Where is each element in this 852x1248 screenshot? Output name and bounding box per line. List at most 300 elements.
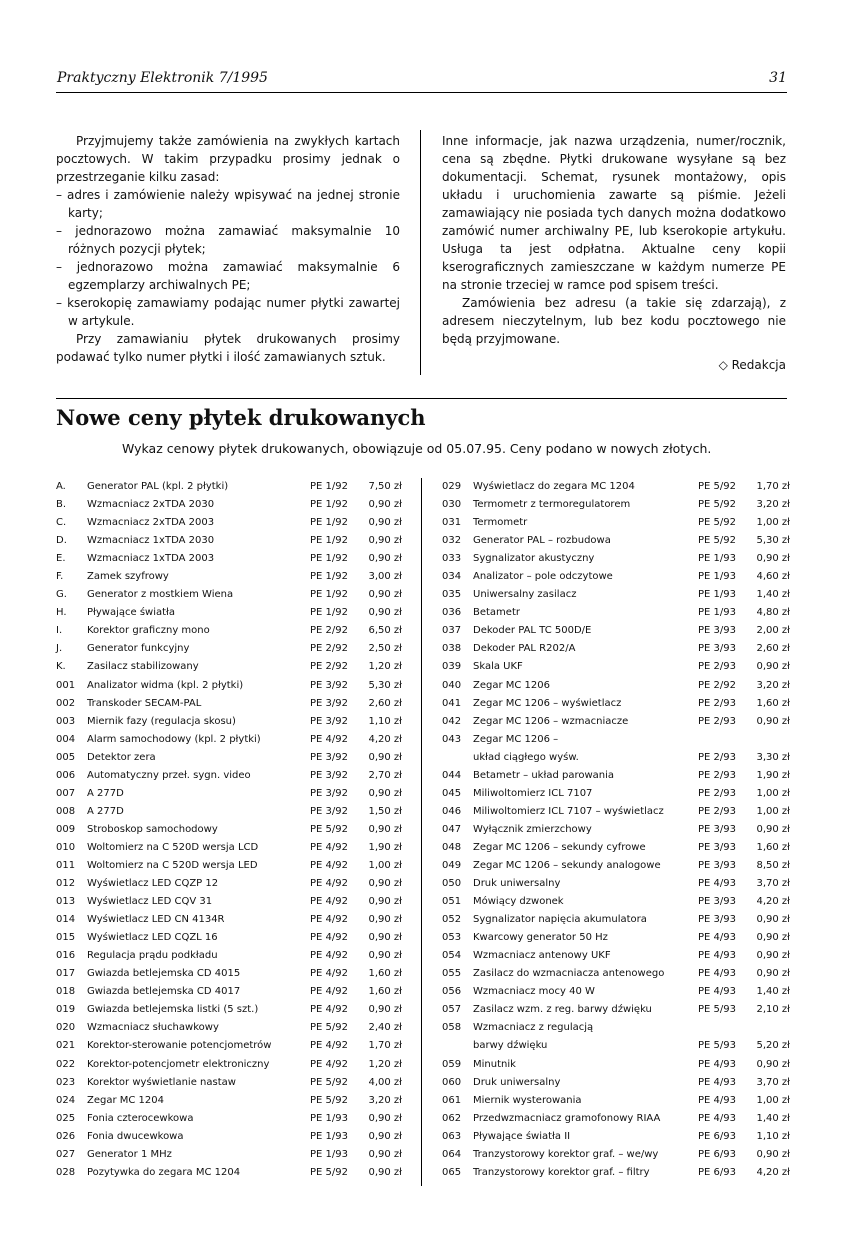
cell-code: 058 [442, 1022, 462, 1034]
cell-name: Kwarcowy generator 50 Hz [473, 932, 608, 944]
cell-name: Gwiazda betlejemska listki (5 szt.) [87, 1004, 259, 1016]
cell-price: 4,20 zł [368, 733, 402, 745]
cell-issue: PE 5/92 [310, 1022, 348, 1034]
cell-price: 1,40 zł [756, 1112, 790, 1124]
section-rule [56, 398, 787, 399]
cell-price: 4,60 zł [756, 571, 790, 583]
cell-issue: PE 4/92 [310, 1004, 348, 1016]
table-row [442, 640, 790, 658]
cell-name: Korektor graficzny mono [87, 625, 210, 637]
cell-name: Skala UKF [473, 661, 523, 673]
cell-code: 037 [442, 625, 462, 637]
table-row [56, 1110, 402, 1128]
cell-issue: PE 5/92 [310, 1166, 348, 1178]
cell-name: Analizator – pole odczytowe [473, 571, 613, 583]
cell-issue: PE 2/93 [698, 697, 736, 709]
cell-code: 031 [442, 517, 462, 529]
cell-code: 025 [56, 1112, 76, 1124]
cell-price: 0,90 zł [368, 589, 402, 601]
cell-price: 0,90 zł [368, 932, 402, 944]
cell-code: 049 [442, 860, 462, 871]
cell-code [442, 749, 473, 767]
cell-code: 005 [56, 751, 76, 763]
cell-name: Wzmacniacz z regulacją [473, 1022, 594, 1034]
cell-price: 3,30 zł [756, 751, 790, 763]
table-row [56, 532, 402, 550]
cell-name: Pływające światła [87, 607, 176, 619]
cell-name: Korektor wyświetlanie nastaw [87, 1076, 236, 1088]
table-row [56, 677, 402, 695]
cell-code: 048 [442, 841, 462, 853]
cell-code: 028 [56, 1166, 76, 1178]
cell-price: 0,90 zł [756, 968, 790, 980]
cell-name: Gwiazda betlejemska CD 4015 [87, 968, 241, 980]
table-row [56, 695, 402, 713]
cell-name: Zasilacz do wzmacniacza antenowego [473, 968, 665, 980]
table-row [56, 604, 402, 622]
table-row [56, 1146, 402, 1164]
cell-code: 014 [56, 914, 76, 926]
cell-price: 2,10 zł [756, 1004, 790, 1016]
table-row [56, 622, 402, 640]
table-row [442, 1146, 790, 1164]
cell-name: Wyświetlacz LED CQZP 12 [87, 878, 219, 890]
cell-issue: PE 5/92 [698, 481, 736, 493]
section-title: Nowe ceny płytek drukowanych [56, 405, 426, 430]
cell-issue: PE 3/92 [310, 697, 348, 709]
cell-issue: PE 1/92 [310, 589, 348, 601]
cell-price: 0,90 zł [368, 499, 402, 511]
cell-price: 1,40 zł [756, 986, 790, 998]
cell-issue: PE 1/93 [698, 589, 736, 601]
paragraph: Przy zamawianiu płytek drukowanych prosimy podawać tylko numer płytki i ilość zamawianych sztuk. [56, 332, 400, 364]
cell-price: 0,90 zł [368, 1004, 402, 1016]
cell-code: 053 [442, 932, 462, 944]
cell-name: Automatyczny przeł. sygn. video [87, 769, 251, 781]
cell-price: 3,00 zł [368, 571, 402, 583]
cell-name: Zegar MC 1204 [87, 1094, 165, 1106]
cell-name: Zegar MC 1206 [473, 679, 551, 691]
cell-price: 1,60 zł [368, 968, 402, 980]
paragraph: Inne informacje, jak nazwa urządzenia, numer/rocznik, cena są zbędne. Płytki drukowane wysyłane są bez dokumentacji. Schemat, rysunek montażowy, opis układu i uruchomienia zawarte są piśmie. Jeżeli zamawiający nie posiada tych danych można dodatkowo zamówić numer archiwalny PE, lub kserokopie artykułu. Usługa ta jest odpłatna. Aktualne ceny kopii kserograficznych zamieszczane w każdym numerze PE na stronie trzeciej w ramce pod spisem treści. [442, 134, 786, 292]
table-row [442, 857, 790, 875]
cell-name: Generator funkcyjny [87, 643, 190, 655]
cell-price: 6,50 zł [368, 625, 402, 637]
cell-name: Tranzystorowy korektor graf. – we/wy [473, 1148, 659, 1160]
header-rule [56, 92, 787, 93]
table-row [56, 1128, 402, 1146]
paragraph: Przyjmujemy także zamówienia na zwykłych kartach pocztowych. W takim przypadku prosimy jednak o przestrzeganie kilku zasad: [56, 134, 400, 184]
cell-issue: PE 3/93 [698, 896, 736, 908]
cell-issue: PE 3/93 [698, 643, 736, 655]
cell-code: 042 [442, 715, 462, 727]
cell-code: 011 [56, 860, 76, 871]
cell-name: Minutnik [473, 1058, 516, 1070]
journal-header: Praktyczny Elektronik 7/1995 [57, 70, 268, 86]
cell-issue: PE 1/92 [310, 553, 348, 565]
cell-code: 034 [442, 571, 462, 583]
cell-issue: PE 3/93 [698, 914, 736, 926]
cell-code: 033 [442, 553, 462, 565]
cell-name: Alarm samochodowy (kpl. 2 płytki) [87, 733, 261, 745]
cell-code: 065 [442, 1166, 462, 1178]
cell-price: 1,60 zł [368, 986, 402, 998]
table-row [442, 550, 790, 568]
cell-price: 0,90 zł [756, 914, 790, 926]
cell-name: barwy dźwięku [473, 1040, 548, 1052]
cell-name: Uniwersalny zasilacz [473, 589, 577, 601]
cell-name: Wyłącznik zmierzchowy [473, 823, 592, 835]
table-row [442, 1019, 790, 1037]
cell-price: 2,40 zł [368, 1022, 402, 1034]
cell-issue: PE 5/92 [310, 1094, 348, 1106]
table-row [56, 983, 402, 1001]
cell-price: 2,60 zł [756, 643, 790, 655]
cell-issue: PE 2/93 [698, 751, 736, 763]
cell-name: Druk uniwersalny [473, 878, 561, 890]
cell-code: F. [56, 571, 64, 583]
cell-price: 0,90 zł [368, 787, 402, 799]
cell-issue: PE 3/92 [310, 751, 348, 763]
cell-issue: PE 4/93 [698, 1094, 736, 1106]
cell-code: 003 [56, 715, 76, 727]
cell-code: 044 [442, 769, 462, 781]
cell-issue: PE 4/92 [310, 841, 348, 853]
cell-price: 0,90 zł [756, 823, 790, 835]
cell-issue: PE 5/92 [698, 535, 736, 547]
cell-price: 0,90 zł [368, 896, 402, 908]
cell-issue: PE 1/93 [698, 571, 736, 583]
rule-item: – kserokopię zamawiamy podając numer płytki zawartej w artykule. [56, 296, 400, 328]
cell-code: 002 [56, 697, 76, 709]
cell-price: 0,90 zł [368, 535, 402, 547]
cell-name: Sygnalizator napięcia akumulatora [473, 914, 647, 926]
cell-price: 5,20 zł [756, 1040, 790, 1052]
table-row [56, 893, 402, 911]
cell-issue: PE 2/93 [698, 661, 736, 673]
cell-price: 4,20 zł [756, 896, 790, 908]
cell-code: 010 [56, 841, 76, 853]
cell-name: Generator PAL (kpl. 2 płytki) [87, 481, 229, 493]
cell-price: 0,90 zł [756, 661, 790, 673]
cell-code: 043 [442, 733, 462, 745]
cell-code: 030 [442, 499, 462, 511]
table-row [56, 857, 402, 875]
cell-price [748, 731, 790, 749]
cell-name: Miliwoltomierz ICL 7107 – wyświetlacz [473, 805, 664, 817]
cell-code: 012 [56, 878, 76, 890]
cell-name: Miernik wysterowania [473, 1094, 582, 1106]
table-row [442, 713, 790, 731]
cell-name: układ ciągłego wyśw. [473, 751, 579, 763]
cell-issue: PE 4/93 [698, 968, 736, 980]
cell-price: 0,90 zł [756, 715, 790, 727]
cell-price: 5,30 zł [756, 535, 790, 547]
cell-code: 051 [442, 896, 462, 908]
cell-price: 0,90 zł [368, 878, 402, 890]
table-row [442, 785, 790, 803]
cell-issue: PE 3/92 [310, 715, 348, 727]
cell-price: 1,20 zł [368, 661, 402, 673]
table-row [442, 532, 790, 550]
cell-price: 0,90 zł [368, 553, 402, 565]
price-table-left [56, 478, 402, 1182]
cell-issue: PE 6/93 [698, 1166, 736, 1178]
cell-code: 027 [56, 1148, 76, 1160]
cell-price: 3,20 zł [756, 499, 790, 511]
cell-issue: PE 3/93 [698, 841, 736, 853]
cell-code: 004 [56, 733, 76, 745]
cell-name: Woltomierz na C 520D wersja LCD [87, 841, 259, 853]
paragraph: Zamówienia bez adresu (a takie się zdarzają), z adresem nieczytelnym, lub bez kodu pocztowego nie będą przyjmowane. [442, 296, 786, 346]
cell-name: Dekoder PAL TC 500D/E [473, 625, 592, 637]
cell-issue: PE 1/92 [310, 499, 348, 511]
cell-price: 4,80 zł [756, 607, 790, 619]
cell-issue: PE 1/93 [310, 1130, 348, 1142]
cell-issue: PE 5/92 [698, 517, 736, 529]
cell-name: Wyświetlacz LED CN 4134R [87, 914, 225, 926]
cell-name: Pływające światła II [473, 1130, 571, 1142]
table-row [56, 731, 402, 749]
cell-issue: PE 2/93 [698, 805, 736, 817]
table-row [56, 586, 402, 604]
cell-price: 1,50 zł [368, 805, 402, 817]
cell-issue [698, 1019, 748, 1037]
cell-code: 017 [56, 968, 76, 980]
cell-issue: PE 1/92 [310, 535, 348, 547]
cell-code: 022 [56, 1058, 76, 1070]
cell-code: 064 [442, 1148, 462, 1160]
cell-issue: PE 4/93 [698, 1112, 736, 1124]
cell-issue: PE 1/92 [310, 481, 348, 493]
table-row [442, 1092, 790, 1110]
cell-code: H. [56, 607, 67, 619]
cell-price: 1,90 zł [368, 841, 402, 853]
cell-price: 0,90 zł [368, 950, 402, 962]
cell-code: 061 [442, 1094, 462, 1106]
cell-name: Druk uniwersalny [473, 1076, 561, 1088]
table-row [442, 875, 790, 893]
column-divider-bottom [421, 478, 422, 1186]
cell-price [748, 1019, 790, 1037]
cell-name: Miernik fazy (regulacja skosu) [87, 715, 236, 727]
cell-name: Zamek szyfrowy [87, 571, 169, 583]
cell-issue: PE 5/92 [310, 1076, 348, 1088]
cell-price: 4,00 zł [368, 1076, 402, 1088]
cell-code: 019 [56, 1004, 76, 1016]
cell-name: Generator z mostkiem Wiena [87, 589, 234, 601]
cell-price: 1,00 zł [756, 805, 790, 817]
table-row [442, 478, 790, 496]
editorial-signature: ◇ Redakcja [718, 358, 786, 372]
cell-issue: PE 4/92 [310, 914, 348, 926]
cell-name: Wzmacniacz 1xTDA 2030 [87, 535, 215, 547]
table-row [56, 550, 402, 568]
cell-code: 021 [56, 1040, 76, 1052]
table-row [442, 695, 790, 713]
cell-price: 0,90 zł [368, 823, 402, 835]
cell-issue: PE 4/93 [698, 1076, 736, 1088]
cell-name: Zegar MC 1206 – [473, 733, 559, 745]
cell-issue: PE 4/93 [698, 986, 736, 998]
cell-price: 0,90 zł [368, 751, 402, 763]
cell-price: 0,90 zł [756, 932, 790, 944]
cell-name: Korektor-sterowanie potencjometrów [87, 1040, 272, 1052]
cell-price: 0,90 zł [368, 1112, 402, 1124]
price-table-right [442, 478, 790, 1182]
cell-issue: PE 4/92 [310, 968, 348, 980]
cell-code: 059 [442, 1058, 462, 1070]
cell-name: Fonia dwucewkowa [87, 1130, 184, 1142]
cell-code: 063 [442, 1130, 462, 1142]
table-row [56, 496, 402, 514]
cell-name: Wyświetlacz do zegara MC 1204 [473, 481, 635, 493]
cell-price: 0,90 zł [756, 1058, 790, 1070]
table-row [442, 1074, 790, 1092]
cell-issue: PE 6/93 [698, 1130, 736, 1142]
cell-issue: PE 1/92 [310, 571, 348, 583]
cell-issue: PE 4/92 [310, 986, 348, 998]
cell-code: 060 [442, 1076, 462, 1088]
cell-price: 2,00 zł [756, 625, 790, 637]
table-row [442, 496, 790, 514]
cell-name: Tranzystorowy korektor graf. – filtry [473, 1166, 650, 1178]
cell-price: 2,50 zł [368, 643, 402, 655]
cell-code: 041 [442, 697, 462, 709]
cell-code: 001 [56, 679, 76, 691]
cell-issue: PE 1/93 [698, 607, 736, 619]
cell-code: 052 [442, 914, 462, 926]
cell-price: 1,00 zł [756, 1094, 790, 1106]
cell-price: 0,90 zł [756, 1148, 790, 1160]
cell-issue: PE 3/93 [698, 860, 736, 871]
table-row [442, 1001, 790, 1019]
cell-name: Stroboskop samochodowy [87, 823, 218, 835]
table-row [442, 1037, 790, 1055]
cell-code: 026 [56, 1130, 76, 1142]
table-row [56, 1074, 402, 1092]
cell-issue: PE 3/93 [698, 823, 736, 835]
cell-name: Generator 1 MHz [87, 1148, 172, 1160]
cell-code: C. [56, 517, 67, 529]
cell-name: Betametr [473, 607, 520, 619]
intro-right-column [442, 132, 786, 348]
cell-code: 035 [442, 589, 462, 601]
cell-issue: PE 5/93 [698, 1040, 736, 1052]
cell-price: 1,90 zł [756, 769, 790, 781]
cell-issue: PE 2/92 [310, 661, 348, 673]
cell-name: Analizator widma (kpl. 2 płytki) [87, 679, 244, 691]
cell-code: 018 [56, 986, 76, 998]
cell-price: 0,90 zł [368, 607, 402, 619]
cell-issue: PE 1/93 [310, 1148, 348, 1160]
rule-item: – jednorazowo można zamawiać maksymalnie 10 różnych pozycji płytek; [56, 224, 400, 256]
cell-issue: PE 1/93 [310, 1112, 348, 1124]
cell-name: Termometr [473, 517, 528, 529]
cell-issue: PE 4/92 [310, 1058, 348, 1070]
cell-issue: PE 4/92 [310, 733, 348, 745]
table-row [56, 749, 402, 767]
table-row [442, 839, 790, 857]
cell-price: 3,20 zł [756, 679, 790, 691]
intro-left-column [56, 132, 400, 366]
cell-price: 1,00 zł [756, 517, 790, 529]
table-row [442, 983, 790, 1001]
table-row [442, 803, 790, 821]
cell-name: Wzmacniacz antenowy UKF [473, 950, 611, 962]
cell-issue: PE 1/92 [310, 517, 348, 529]
cell-code: 045 [442, 787, 462, 799]
cell-price: 1,00 zł [368, 860, 402, 871]
table-row [56, 514, 402, 532]
cell-name: A 277D [87, 787, 124, 799]
cell-name: Wzmacniacz 2xTDA 2003 [87, 517, 215, 529]
cell-code: 054 [442, 950, 462, 962]
cell-issue: PE 3/92 [310, 679, 348, 691]
table-row [56, 640, 402, 658]
cell-name: A 277D [87, 805, 124, 817]
cell-name: Zasilacz wzm. z reg. barwy dźwięku [473, 1004, 652, 1016]
cell-issue: PE 4/92 [310, 896, 348, 908]
cell-name: Wyświetlacz LED CQZL 16 [87, 932, 218, 944]
cell-issue: PE 4/92 [310, 860, 348, 871]
cell-name: Detektor zera [87, 751, 156, 763]
table-row [442, 677, 790, 695]
table-row [442, 749, 790, 767]
cell-code: E. [56, 553, 66, 565]
table-row [56, 839, 402, 857]
table-row [442, 821, 790, 839]
table-row [442, 622, 790, 640]
table-row [56, 568, 402, 586]
cell-price: 1,10 zł [368, 715, 402, 727]
cell-name: Zegar MC 1206 – wzmacniacze [473, 715, 629, 727]
cell-price: 1,70 zł [756, 481, 790, 493]
cell-code: 016 [56, 950, 76, 962]
cell-code: 057 [442, 1004, 462, 1016]
table-row [442, 658, 790, 676]
cell-issue: PE 6/93 [698, 1148, 736, 1160]
cell-name: Wzmacniacz mocy 40 W [473, 986, 595, 998]
table-row [442, 911, 790, 929]
table-row [56, 658, 402, 676]
cell-code: 024 [56, 1094, 76, 1106]
cell-price: 1,60 zł [756, 697, 790, 709]
table-row [56, 1056, 402, 1074]
cell-name: Zegar MC 1206 – sekundy cyfrowe [473, 841, 646, 853]
cell-code: 038 [442, 643, 462, 655]
cell-issue: PE 3/93 [698, 625, 736, 637]
cell-name: Wzmacniacz 1xTDA 2003 [87, 553, 215, 565]
cell-price: 7,50 zł [368, 481, 402, 493]
cell-price: 2,70 zł [368, 769, 402, 781]
table-row [56, 1019, 402, 1037]
cell-name: Generator PAL – rozbudowa [473, 535, 611, 547]
cell-issue: PE 2/92 [698, 679, 736, 691]
section-subtitle: Wykaz cenowy płytek drukowanych, obowiązuje od 05.07.95. Ceny podano w nowych złotych. [122, 441, 712, 456]
cell-price: 8,50 zł [756, 860, 790, 871]
cell-name: Woltomierz na C 520D wersja LED [87, 860, 258, 871]
cell-name: Transkoder SECAM-PAL [87, 697, 202, 709]
table-row [442, 929, 790, 947]
rule-item: – adres i zamówienie należy wpisywać na jednej stronie karty; [56, 188, 400, 220]
cell-price: 3,70 zł [756, 1076, 790, 1088]
cell-name: Wzmacniacz 2xTDA 2030 [87, 499, 215, 511]
table-row [56, 821, 402, 839]
table-row [442, 514, 790, 532]
cell-price: 0,90 zł [368, 517, 402, 529]
table-row [56, 478, 402, 496]
